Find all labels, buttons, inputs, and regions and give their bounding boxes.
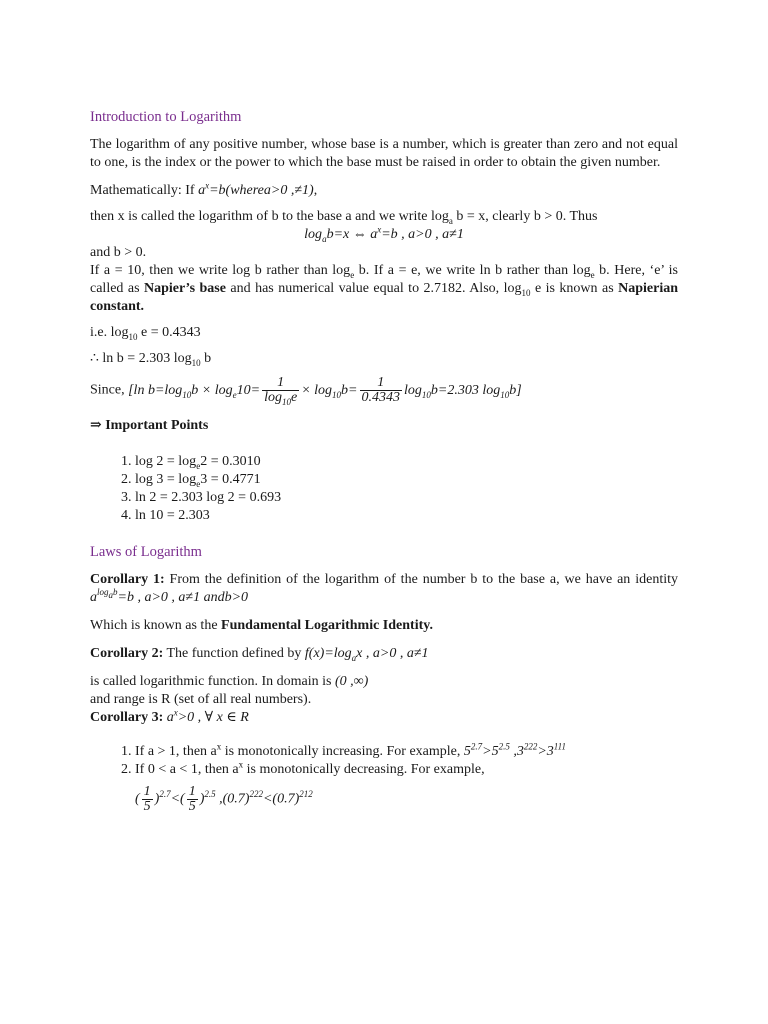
important-points-list — [90, 453, 678, 525]
fundamental-line: Which is known as the Fundamental Logarithmic Identity. — [90, 618, 433, 633]
intro-paragraph: The logarithm of any positive number, whose base is a number, which is greater than zero and not equal to one, is the index or the power to which the base must be raised in order to obtain the given number. — [90, 137, 678, 170]
heading-introduction: Introduction to Logarithm — [90, 109, 242, 125]
ie-line: i.e. $\log_{10} e = 0.4343$ — [90, 325, 201, 342]
corollary-1: Corollary 1: From the definition of the logarithm of the number b to the base a, we have an identity $a^{log_ab}=b$ , a>0 , a≠1 andb>0 — [90, 572, 678, 605]
corollary-3: Corollary 3: $a^x>0$ , ∀ x ∈ R — [90, 707, 249, 725]
and-b-line: and b > 0. — [90, 245, 147, 260]
napier-paragraph: If a = 10, then we write log b rather than $\log_e b$. If a = e, we write ln b rather than $\log_e b$. Here, ‘e’ is called as Napier’s base and has numerical value equal to 2.7182. Also, $\log_{10} e$ is known as Napierian constant. — [90, 263, 678, 314]
since-line: Since, [ln $b=\log_{10}b \times \log_e10=$ $\frac{1}{\log_{10}e}$ × $\log_{10}b=$ $\frac{1}{0.4343}$ $\log_{10}b=2.303$ $\log_{10}b$] — [90, 375, 522, 407]
therefore-line: ∴ ln b = 2.303 $\log_{10} b$ — [90, 351, 212, 368]
definition-equation: $\log_ab=x$ ⇔ $a^x=b$ , a>0 , a≠1 — [304, 224, 464, 244]
list-item: 3. ln 2 = 2.303 log 2 = 0.693 — [135, 489, 678, 507]
mathematically-line: Mathematically: If $a^x=b(wherea>0$ ,≠1), — [90, 180, 318, 198]
list-item: 2. If 0 < a < 1, then $a^x$ is monotonically decreasing. For example, ( $\frac{1}{5}$ )$^{2.7}$<( $\frac{1}{5}$ )$^{2.5}$ $,(0.7)^{222}<(0.7)^{212}$ — [135, 761, 678, 814]
list-item: 4. ln 10 = 2.303 — [135, 507, 678, 525]
document-page — [90, 108, 678, 814]
then-line: then x is called the logarithm of b to the base a and we write $\log_a b = x$, clearly b > 0. Thus — [90, 209, 598, 226]
important-points-heading: ⇒ Important Points — [90, 418, 209, 433]
called-log-fn-line: is called logarithmic function. In domain is (0 ,∞) — [90, 674, 369, 689]
corollary-2: Corollary 2: The function defined by $f(x)=\log_ax$ , a>0 , a≠1 — [90, 646, 429, 663]
monotonic-list — [90, 743, 678, 814]
list-item: 1. If a > 1, then $a^x$ is monotonically increasing. For example, $5^{2.7}>5^{2.5}$ $,3^{222}>3^{111}$ — [135, 743, 678, 761]
range-line: and range is R (set of all real numbers). — [90, 692, 312, 707]
list-item: 1. $\log 2 = \log_e2 = 0.3010$ — [135, 453, 678, 471]
list-item: 2. $\log 3 = \log_e3 = 0.4771$ — [135, 471, 678, 489]
heading-laws: Laws of Logarithm — [90, 544, 202, 560]
